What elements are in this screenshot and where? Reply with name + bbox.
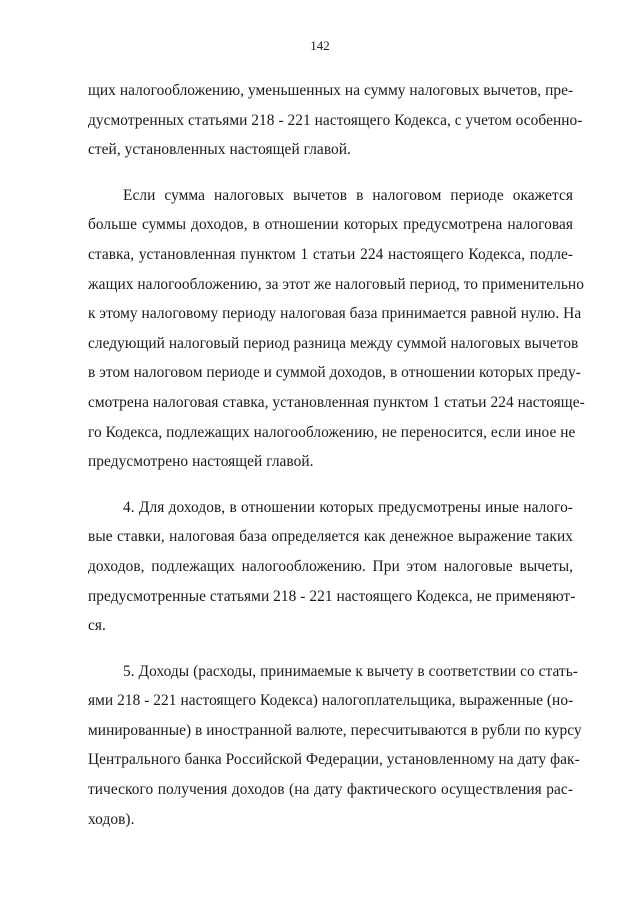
text-line: 5. Доходы (расходы, принимаемые к вычету в соответствии со стать-: [123, 662, 578, 680]
paragraph-gap: [88, 477, 573, 493]
paragraph-item-5: [88, 657, 582, 835]
text-line: стей, установленных настоящей главой.: [88, 141, 351, 159]
text-line: ходов).: [88, 810, 135, 828]
text-line: дусмотренных статьями 218 - 221 настоящего Кодекса, с учетом особенно-: [88, 111, 583, 129]
text-line: в этом налоговом периоде и суммой доходов, в отношении которых преду-: [88, 364, 581, 382]
text-line: ями 218 - 221 настоящего Кодекса) налогоплательщика, выраженные (но-: [88, 692, 574, 710]
page-number: 142: [310, 38, 330, 53]
text-line: Центрального банка Российской Федерации, установленному на дату фак-: [88, 751, 580, 769]
text-line: 4. Для доходов, в отношении которых предусмотрены иные налого-: [123, 498, 573, 516]
text-line: следующий налоговый период разница между суммой налоговых вычетов: [88, 334, 579, 352]
paragraph-continuation: [88, 76, 583, 165]
text-line: го Кодекса, подлежащих налогообложению, не переносится, если иное не: [88, 423, 576, 441]
text-line: больше суммы доходов, в отношении которых предусмотрена налоговая: [88, 216, 573, 234]
text-line: вые ставки, налоговая база определяется как денежное выражение таких: [88, 528, 573, 546]
text-line: щих налогообложению, уменьшенных на сумму налоговых вычетов, пре-: [88, 82, 574, 99]
document-body: [88, 76, 585, 834]
text-line: предусмотренные статьями 218 - 221 настоящего Кодекса, не применяют-: [88, 587, 576, 605]
text-line: ставка, установленная пунктом 1 статьи 224 настоящего Кодекса, подле-: [88, 245, 573, 263]
text-line: Если сумма налоговых вычетов в налоговом периоде окажется: [123, 186, 573, 204]
text-line: смотрена налоговая ставка, установленная пунктом 1 статьи 224 настояще-: [88, 393, 585, 411]
text-line: тического получения доходов (на дату фактического осуществления рас-: [88, 781, 573, 799]
text-line: к этому налоговому периоду налоговая база принимается равной нулю. На: [88, 305, 582, 323]
text-line: ся.: [88, 617, 106, 635]
text-line: жащих налогообложению, за этот же налоговый период, то применительно: [88, 275, 584, 293]
paragraph-deductions-exceed: [88, 181, 585, 477]
text-line: минированные) в иностранной валюте, пересчитываются в рубли по курсу: [88, 721, 582, 739]
paragraph-gap: [88, 165, 573, 181]
paragraph-gap: [88, 641, 573, 657]
text-line: предусмотрено настоящей главой.: [88, 453, 314, 471]
paragraph-item-4: [88, 493, 576, 641]
text-line: доходов, подлежащих налогообложению. При этом налоговые вычеты,: [88, 557, 573, 575]
